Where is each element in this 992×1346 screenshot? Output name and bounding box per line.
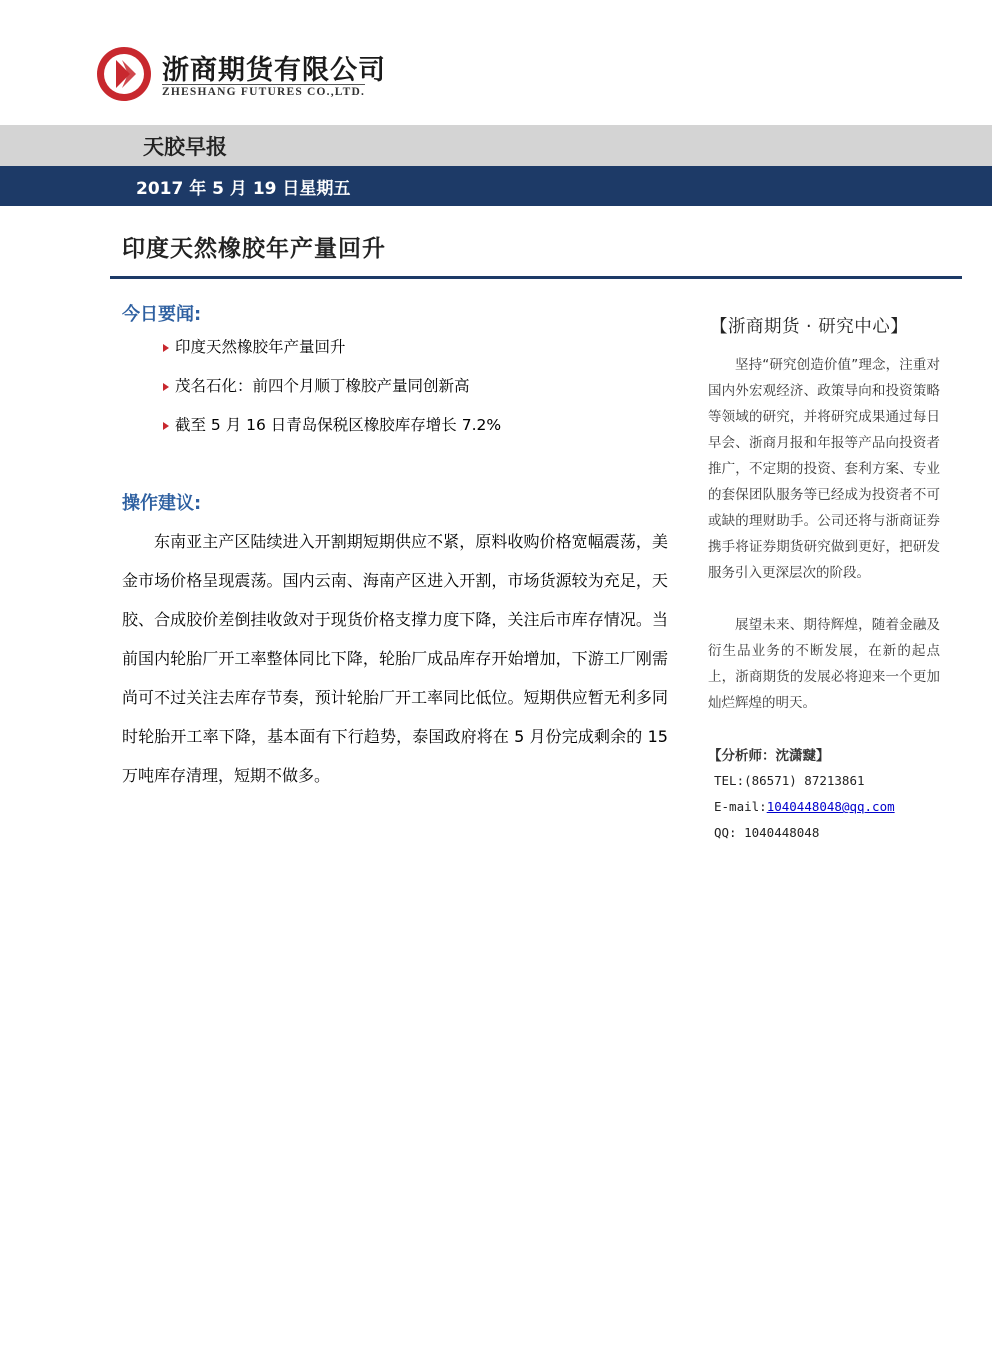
report-type-band: [0, 125, 992, 166]
advice-body: 东南亚主产区陆续进入开割期短期供应不紧，原料收购价格宽幅震荡，美金市场价格呈现震荡。国内云南、海南产区进入开割，市场货源较为充足，天胶、合成胶价差倒挂收敛对于现货价格支撑力度下降，关注后市库存情况。当前国内轮胎厂开工率整体同比下降，轮胎厂成品库存开始增加，下游工厂刚需尚可不过关注去库存节奏，预计轮胎厂开工率同比低位。短期供应暂无利多同时轮胎开工率下降，基本面有下行趋势，泰国政府将在 5 月份完成剩余的 15 万吨库存清理，短期不做多。: [122, 532, 668, 785]
news-item-text: 印度天然橡胶年产量回升: [175, 338, 346, 356]
date-band: [0, 166, 992, 206]
analyst-name: 【分析师：沈潇靆】: [708, 748, 830, 764]
sidebar-intro: 坚持“研究创造价值”理念，注重对国内外宏观经济、政策导向和投资策略等领域的研究，并将研究成果通过每日早会、浙商月报和年报等产品向投资者推广，不定期的投资、套利方案、专业的套保团队服务等已经成为投资者不可或缺的理财助手。公司还将与浙商证券携手将证券期货研究做到更好，把研发服务引入更深层次的阶段。: [708, 357, 940, 581]
email-link[interactable]: 1040448048@qq.com: [766, 799, 895, 814]
sidebar-outlook: 展望未来、期待辉煌，随着金融及衍生品业务的不断发展，在新的起点上，浙商期货的发展必将迎来一个更加灿烂辉煌的明天。: [708, 617, 940, 711]
headline-rule: [110, 276, 962, 279]
headline: 印度天然橡胶年产量回升: [122, 236, 386, 262]
analyst-qq: QQ: 1040448048: [714, 825, 820, 840]
advice-section-title: 操作建议:: [122, 493, 202, 514]
analyst-tel: TEL:(86571) 87213861: [714, 773, 865, 788]
news-section-title: 今日要闻:: [122, 304, 202, 325]
news-item-text: 截至 5 月 16 日青岛保税区橡胶库存增长 7.2%: [175, 416, 502, 434]
company-logo: [96, 46, 152, 102]
email-label: E-mail:: [714, 799, 767, 814]
company-name-cn: 浙商期货有限公司: [162, 55, 386, 86]
bullet-triangle-icon: [163, 383, 169, 391]
analyst-email-row: [714, 799, 895, 814]
news-item: [163, 335, 346, 357]
news-item-text: 茂名石化：前四个月顺丁橡胶产量同创新高: [175, 377, 470, 395]
bullet-triangle-icon: [163, 344, 169, 352]
company-name-en: ZHESHANG FUTURES CO.,LTD.: [162, 86, 366, 98]
sidebar-title: 【浙商期货 · 研究中心】: [710, 317, 909, 337]
news-item: [163, 374, 470, 396]
bullet-triangle-icon: [163, 422, 169, 430]
report-date: 2017 年 5 月 19 日星期五: [136, 179, 351, 199]
report-type: 天胶早报: [143, 135, 227, 159]
news-item: [163, 413, 501, 435]
